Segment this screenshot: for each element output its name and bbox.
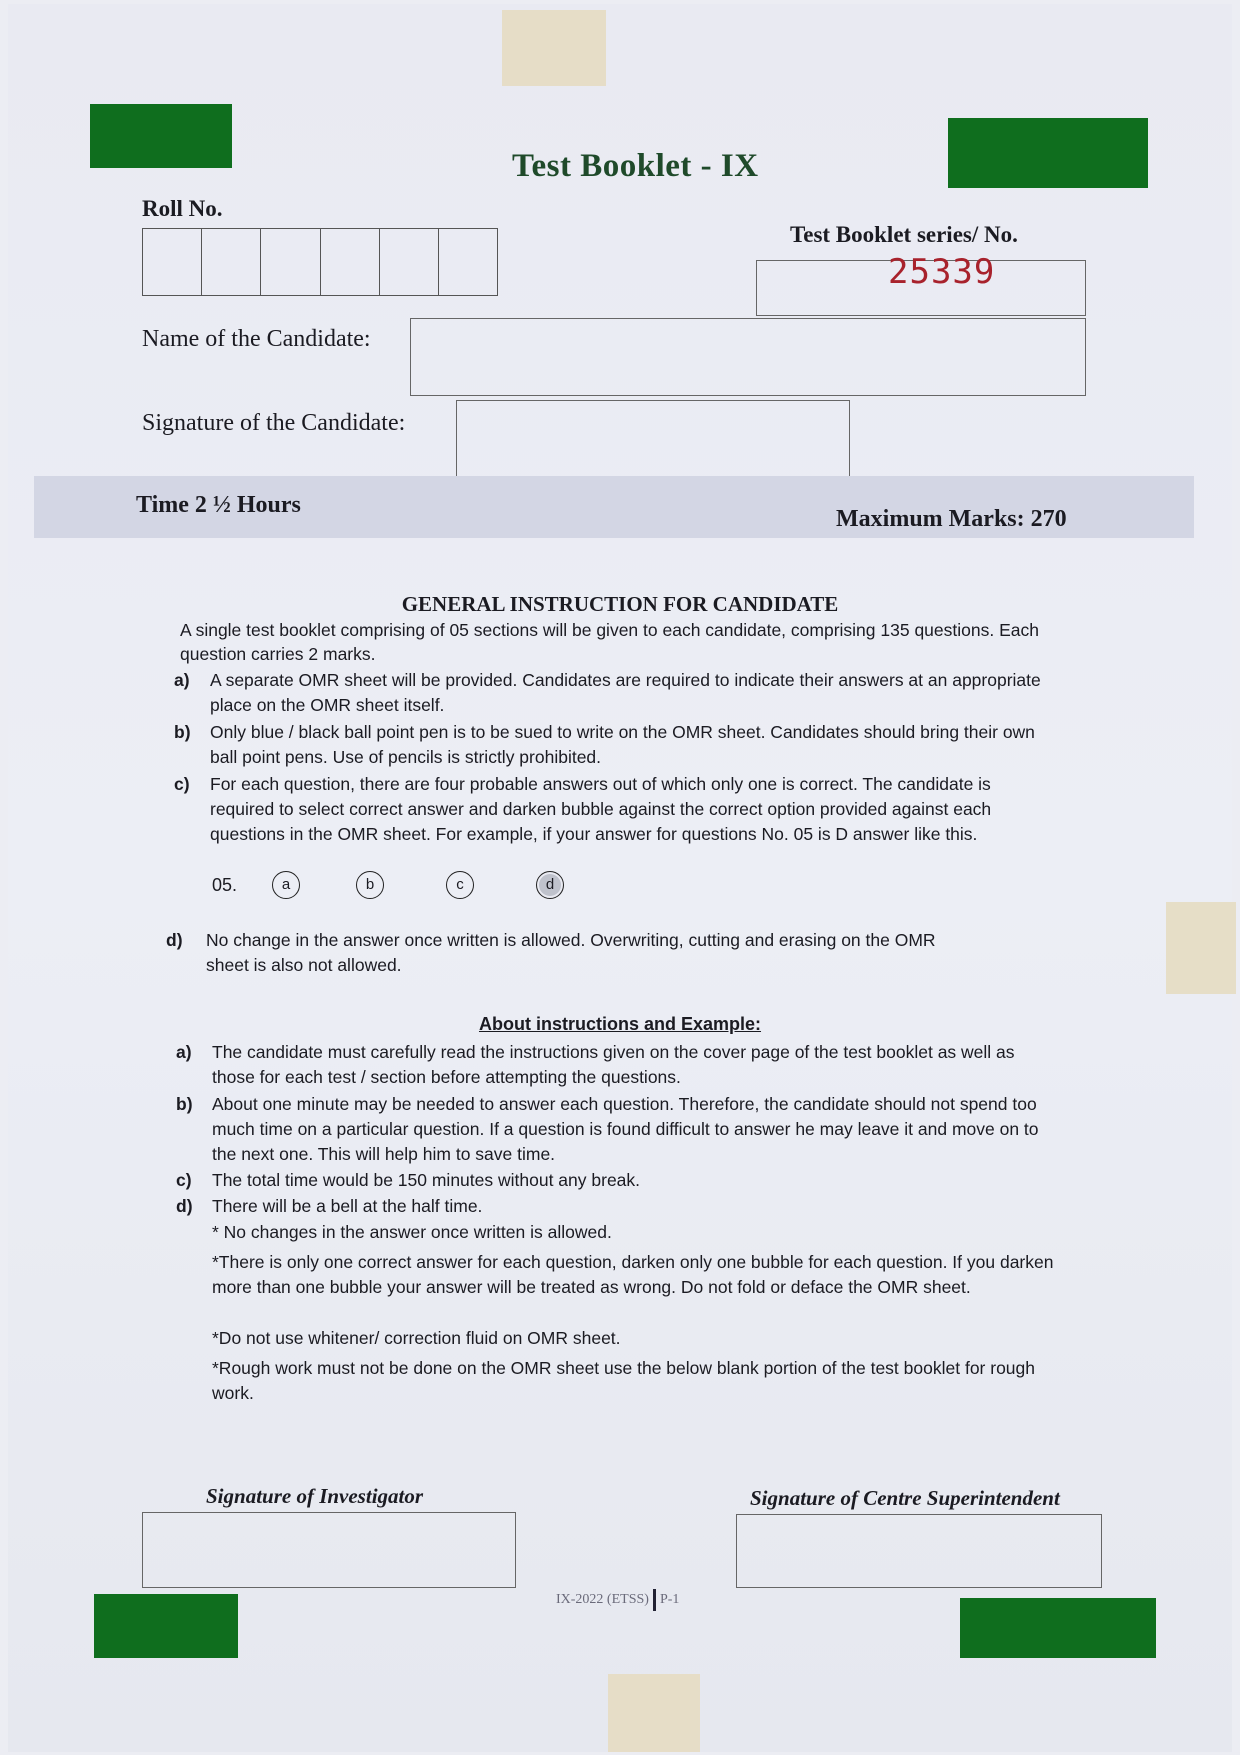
item-text: There will be a bell at the half time.	[212, 1196, 483, 1216]
roll-cell[interactable]	[261, 229, 320, 295]
candidate-signature-label: Signature of the Candidate:	[142, 410, 406, 436]
general-instruction-heading: GENERAL INSTRUCTION FOR CANDIDATE	[401, 592, 839, 616]
item-marker: d)	[166, 930, 183, 950]
item-text: About one minute may be needed to answer each question. Therefore, the candidate should not spend too much time on a particular question. If a question is found difficult to answer he may leave it and move on to the next one. This will help him to save time.	[212, 1094, 1039, 1164]
item-text: The candidate must carefully read the instructions given on the cover page of the test booklet as well as those for each test / section before attempting the questions.	[212, 1042, 1015, 1087]
about-note: *There is only one correct answer for each question, darken only one bubble for each question. If you darken more than one bubble your answer will be treated as wrong. Do not fold or deface the OMR sheet.	[212, 1252, 1054, 1297]
about-heading: About instructions and Example:	[478, 1014, 762, 1034]
candidate-signature-field[interactable]	[456, 400, 850, 480]
omr-example	[212, 871, 672, 903]
about-note: *Do not use whitener/ correction fluid on OMR sheet.	[212, 1328, 621, 1348]
item-marker: c)	[176, 1170, 192, 1190]
tape-right	[1166, 902, 1236, 994]
item-text: Only blue / black ball point pen is to be sued to write on the OMR sheet. Candidates should bring their own ball point pens. Use of pencils is strictly prohibited.	[210, 722, 1035, 767]
about-note: * No changes in the answer once written is allowed.	[212, 1222, 612, 1242]
booklet-title: Test Booklet - IX	[512, 148, 759, 184]
item-marker: a)	[176, 1042, 192, 1062]
time-allowed: Time 2 ½ Hours	[136, 492, 301, 518]
item-marker: a)	[174, 670, 190, 690]
general-intro: A single test booklet comprising of 05 sections will be given to each candidate, comprising 135 questions. Each question carries 2 marks.	[180, 620, 1039, 664]
roll-cell[interactable]	[439, 229, 497, 295]
item-marker: c)	[174, 774, 190, 794]
corner-marker-bottom-right	[960, 1598, 1156, 1658]
page-code-left: IX-2022 (ETSS)	[556, 1592, 649, 1608]
tape-bottom	[608, 1674, 700, 1752]
investigator-signature-field[interactable]	[142, 1512, 516, 1588]
roll-label: Roll No.	[142, 196, 223, 221]
item-text: No change in the answer once written is allowed. Overwriting, cutting and erasing on the OMR sheet is also not allowed.	[206, 930, 936, 975]
roll-cell[interactable]	[380, 229, 439, 295]
roll-cell[interactable]	[202, 229, 261, 295]
item-text: For each question, there are four probable answers out of which only one is correct. The candidate is required to select correct answer and darken bubble against the correct option provided against each questions in the OMR sheet. For example, if your answer for questions No. 05 is D answer like this.	[210, 774, 992, 844]
page-code	[556, 1589, 679, 1611]
bubble-option-c: c	[446, 871, 474, 899]
corner-marker-top-left	[90, 104, 232, 168]
roll-cell[interactable]	[143, 229, 202, 295]
superintendent-signature-field[interactable]	[736, 1514, 1102, 1588]
item-marker: d)	[176, 1196, 193, 1216]
item-text: A separate OMR sheet will be provided. Candidates are required to indicate their answers at an appropriate place on the OMR sheet itself.	[210, 670, 1041, 715]
candidate-name-label: Name of the Candidate:	[142, 326, 371, 352]
tape-top	[502, 10, 606, 86]
bubble-option-b: b	[356, 871, 384, 899]
item-marker: b)	[176, 1094, 193, 1114]
series-label: Test Booklet series/ No.	[790, 222, 1018, 247]
roll-cell[interactable]	[321, 229, 380, 295]
corner-marker-bottom-left	[94, 1594, 238, 1658]
item-marker: b)	[174, 722, 191, 742]
item-text: The total time would be 150 minutes without any break.	[212, 1170, 641, 1190]
page-code-divider	[653, 1589, 656, 1611]
candidate-name-field[interactable]	[410, 318, 1086, 396]
roll-number-grid[interactable]	[142, 228, 498, 296]
page-code-right: P-1	[659, 1592, 680, 1608]
about-note: *Rough work must not be done on the OMR sheet use the below blank portion of the test booklet for rough work.	[212, 1358, 1035, 1403]
investigator-signature-label: Signature of Investigator	[206, 1484, 424, 1508]
maximum-marks: Maximum Marks: 270	[836, 506, 1067, 532]
corner-marker-top-right	[948, 118, 1148, 188]
bubble-option-d: d	[536, 871, 564, 899]
superintendent-signature-label: Signature of Centre Superintendent	[750, 1486, 1060, 1510]
bubble-option-a: a	[272, 871, 300, 899]
example-question-number: 05.	[212, 875, 238, 895]
series-number: 25339	[888, 252, 996, 292]
